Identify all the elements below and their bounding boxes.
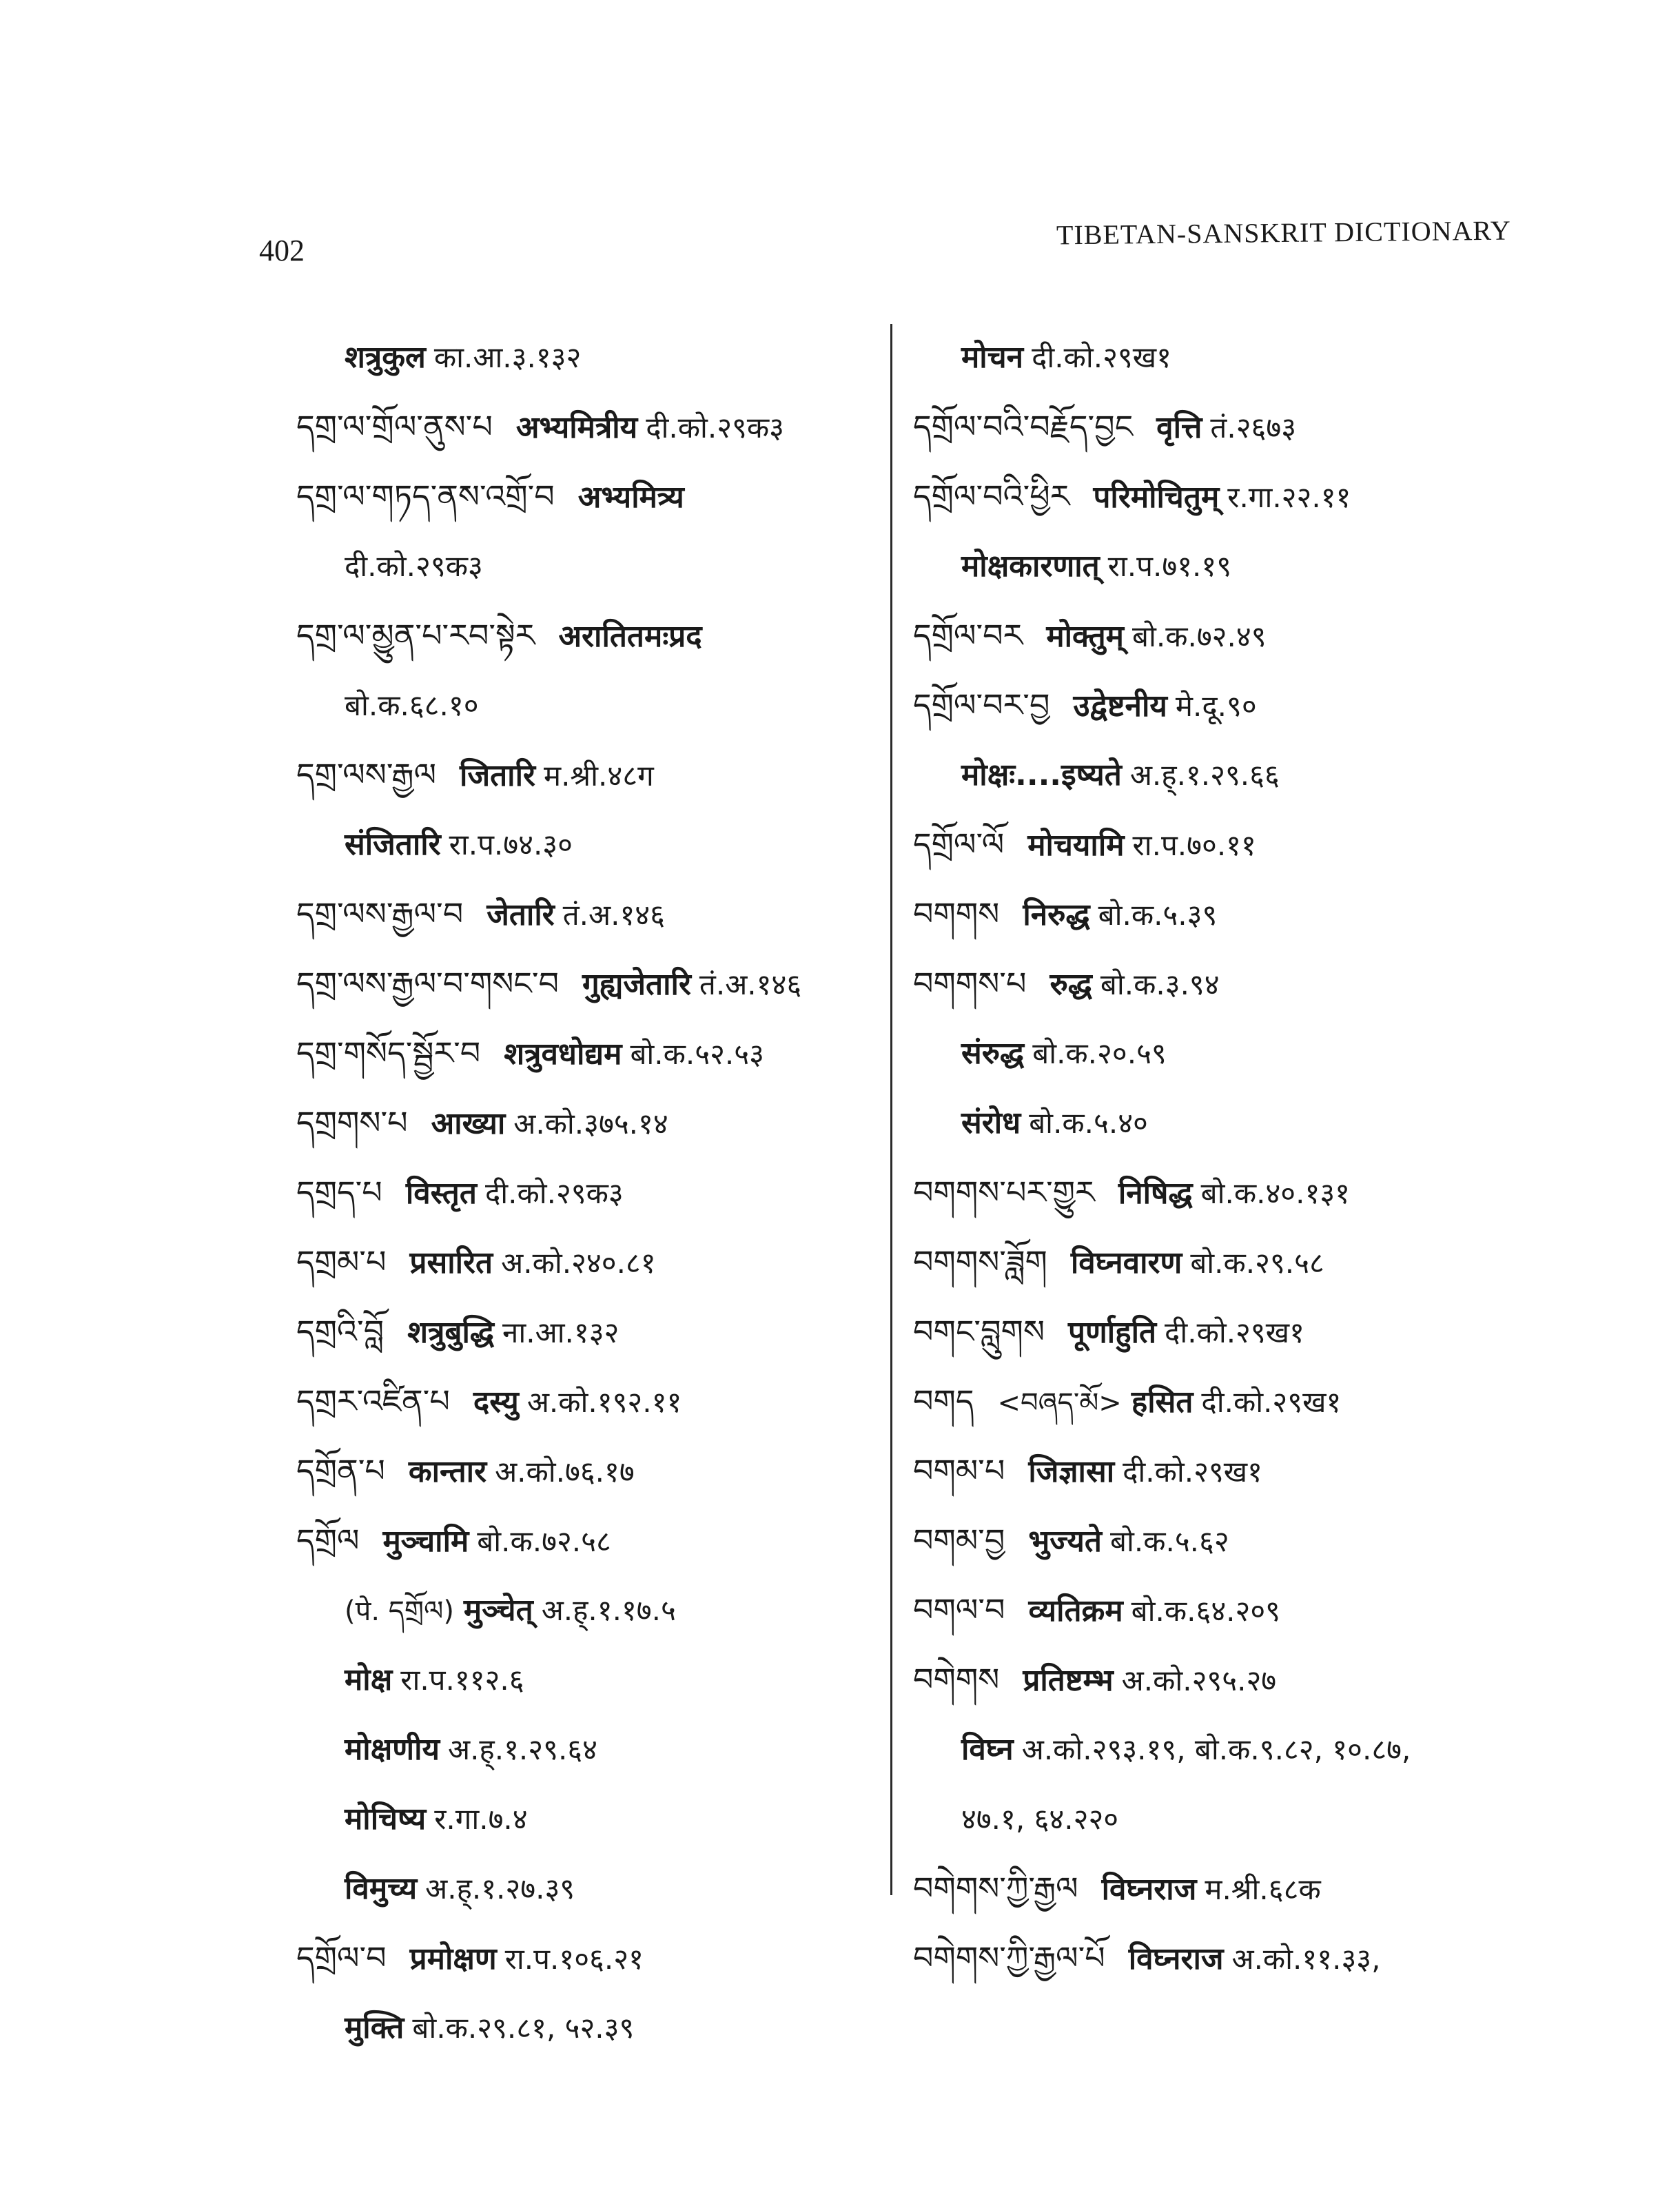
page-number: 402 [259,234,305,267]
sanskrit-equivalent: मोक्ष [345,1662,393,1697]
sanskrit-equivalent: व्यतिक्रम [1028,1593,1123,1628]
tibetan-headword: བགང་བླུགས [913,1313,1045,1350]
dictionary-entry [913,1088,1533,1158]
sanskrit-equivalent: विघ्न [961,1732,1014,1767]
sanskrit-equivalent: वृत्ति [1156,410,1202,445]
sanskrit-equivalent: विस्तृत [405,1176,477,1211]
source-reference: बो.क.४०.१३१ [1200,1176,1350,1210]
tibetan-headword: དགྲམ་པ [296,1243,387,1280]
dictionary-entry [913,1158,1533,1227]
tibetan-headword: བགད [913,1382,974,1420]
sanskrit-equivalent: विघ्नराज [1101,1872,1197,1907]
source-reference: ना.आ.१३२ [502,1316,619,1349]
sanskrit-equivalent: अभ्यमित्र्य [577,480,684,515]
dictionary-entry [913,1645,1533,1715]
dictionary-entry [296,323,882,392]
source-reference: रा.प.७०.११ [1132,828,1256,862]
dictionary-entry [913,1019,1533,1088]
sanskrit-equivalent: प्रसारित [409,1245,493,1280]
tibetan-headword: དགྲོལ་བ [296,1939,387,1976]
sanskrit-equivalent: जितारि [460,758,535,793]
dictionary-entry [296,1993,882,2063]
sanskrit-equivalent: विघ्नवारण [1070,1245,1182,1280]
sanskrit-equivalent: कान्तार [408,1454,487,1489]
source-reference: रा.प.११२.६ [400,1663,524,1697]
sanskrit-equivalent: मोक्षकारणात् [961,549,1100,584]
tibetan-headword: བགགས [913,895,1000,932]
dictionary-entry [913,323,1533,392]
source-reference: दी.को.२९ख१ [1123,1455,1263,1489]
source-reference: बो.क.५.४० [1029,1106,1148,1140]
dictionary-entry [296,1645,882,1715]
tibetan-headword: བགགས་པར་གྱུར [913,1174,1095,1211]
source-reference: तं.२६७३ [1210,411,1297,444]
sanskrit-equivalent: संजितारि [345,827,441,862]
source-reference: बो.क.६४.२०९ [1131,1594,1281,1628]
dictionary-entry [913,740,1533,810]
source-reference: अ.को.२४०.८१ [501,1246,656,1280]
source-reference: बो.क.३.९४ [1100,968,1220,1001]
sanskrit-equivalent: अभ्यमित्रीय [515,410,638,445]
source-reference: अ.को.७६.१७ [495,1455,635,1489]
source-reference: अ.ह्.१.२९.६६ [1129,758,1280,792]
dictionary-entry [913,1923,1533,1993]
sanskrit-equivalent: प्रतिष्टम्भ [1023,1663,1114,1698]
dictionary-entry [296,601,882,671]
tibetan-headword: བགགས་པ [913,965,1027,1002]
tibetan-headword: བགམ་པ [913,1452,1005,1489]
tibetan-headword: དགྲོན་པ [296,1452,385,1489]
dictionary-entry [913,1297,1533,1367]
dictionary-entry [913,1436,1533,1506]
tibetan-headword: དགྲོལ [296,1522,360,1559]
tibetan-headword: དགྲད་པ [296,1174,382,1211]
dictionary-entry [296,740,882,810]
sanskrit-equivalent: आख्या [431,1106,506,1141]
dictionary-entry [296,879,882,949]
dictionary-entry [296,949,882,1019]
dictionary-entry [296,1854,882,1923]
dictionary-entry [296,1297,882,1367]
left-column [296,323,882,2063]
tibetan-headword: བགམ་བྱ [913,1522,1005,1559]
source-reference: ४७.१, ६४.२२० [961,1802,1119,1836]
tibetan-headword: བགེགས [913,1661,1000,1698]
source-reference: दी.को.२९ख१ [1201,1385,1342,1419]
tibetan-headword: བགལ་བ [913,1591,1005,1628]
dictionary-entry [296,1923,882,1993]
sanskrit-equivalent: मोचिष्य [345,1801,427,1837]
tibetan-headword: དགྲ་ལས་རྒྱལ་བ་གསང་བ [296,965,559,1002]
source-reference: बो.क.७२.४९ [1132,620,1267,653]
dictionary-entry [913,949,1533,1019]
source-reference: र.गा.७.४ [434,1802,528,1836]
source-reference: तं.अ.१४६ [562,898,665,932]
dictionary-entry [296,1227,882,1297]
sanskrit-equivalent: संरुद्ध [961,1036,1025,1071]
column-divider [890,324,892,1895]
dictionary-entry [296,1088,882,1158]
sanskrit-equivalent: मुञ्चामि [382,1524,469,1559]
sanskrit-equivalent: विमुच्य [345,1871,418,1906]
sanskrit-equivalent: रुद्ध [1049,967,1092,1002]
source-reference: दी.को.२९ख१ [1032,340,1171,374]
sanskrit-equivalent: भुज्यते [1028,1524,1103,1559]
source-reference: दी.को.२९क३ [646,411,784,444]
dictionary-entry [296,1436,882,1506]
source-reference: दी.को.२९ख१ [1165,1316,1304,1349]
source-reference: बो.क.५.६२ [1110,1524,1229,1558]
source-reference: म.श्री.४८ग [543,759,654,793]
dictionary-entry [913,1784,1533,1854]
sanskrit-equivalent: मोक्षः....इष्यते [961,757,1122,793]
tibetan-headword: དགྲོལ་བའི་བརྗོད་བྱང [913,408,1134,445]
running-title: TIBETAN-SANSKRIT DICTIONARY [1056,214,1512,251]
source-reference: म.श्री.६८क [1205,1872,1321,1906]
dictionary-entry [296,671,882,740]
sanskrit-equivalent: संरोध [961,1105,1021,1141]
dictionary-entry [296,1784,882,1854]
source-reference: तं.अ.१४६ [699,968,802,1001]
dictionary-entry [913,601,1533,671]
source-reference: अ.ह्.१.२७.३९ [425,1872,575,1905]
dictionary-entry [296,1019,882,1088]
dictionary-entry [913,671,1533,740]
dictionary-entry [913,392,1533,462]
source-reference: अ.ह्.१.२९.६४ [447,1733,597,1766]
dictionary-entry [296,531,882,601]
sanskrit-equivalent: जेतारि [486,897,555,932]
tibetan-headword: དགྲ་ལས་རྒྱལ་བ [296,895,464,932]
sanskrit-equivalent: दस्यु [473,1384,519,1420]
source-reference: रा.प.७४.३० [449,828,573,861]
dictionary-entry [296,1715,882,1784]
tibetan-headword: དགྲ་ལ་གཏད་ནས་འགྲོ་བ [296,478,555,515]
source-reference: का.आ.३.१३२ [433,340,582,374]
dictionary-entry [913,810,1533,879]
dictionary-entry [913,1367,1533,1436]
sanskrit-equivalent: शत्रुकुल [345,340,426,375]
sanskrit-equivalent: मोचयामि [1027,828,1125,863]
dictionary-entry [296,1367,882,1436]
sanskrit-equivalent: जिज्ञासा [1028,1454,1115,1489]
sanskrit-equivalent: मोक्षणीय [345,1732,440,1767]
source-reference: बो.क.७२.५८ [477,1524,611,1558]
entry-note: (पे. དགྲོལ) [345,1595,454,1627]
source-reference: अ.को.२९५.२७ [1121,1664,1277,1697]
source-reference: बो.क.५.३९ [1098,898,1218,932]
tibetan-headword: དགྲ་ལས་རྒྱལ [296,756,437,793]
sanskrit-equivalent: परिमोचितुम् [1093,480,1220,515]
source-reference: रा.प.७१.१९ [1107,549,1232,583]
sanskrit-equivalent: उद्वेष्टनीय [1073,688,1167,724]
sanskrit-equivalent: गुह्यजेतारि [582,967,691,1002]
source-reference: बो.क.५२.५३ [630,1037,764,1071]
dictionary-entry [296,1506,882,1575]
source-reference: बो.क.२९.८१, ५२.३९ [412,2011,635,2045]
dictionary-entry [913,1506,1533,1575]
sanskrit-equivalent: शत्रुवधोद्यम [504,1036,622,1072]
sanskrit-equivalent: मुक्ति [345,2010,404,2045]
tibetan-headword: དགྲ་ལ་མྱུན་པ་རབ་སྟེར [296,617,535,654]
tibetan-headword: དགྲ་ལ་གྲོལ་ནུས་པ [296,408,493,445]
source-reference: अ.को.३७५.१४ [513,1107,668,1141]
source-reference: र.गा.२२.११ [1227,480,1351,514]
source-reference: बो.क.२०.५९ [1032,1036,1167,1070]
dictionary-entry [296,1158,882,1227]
dictionary-entry [913,1854,1533,1923]
sanskrit-equivalent: मोचन [961,340,1024,375]
source-reference: दी.को.२९क३ [484,1176,624,1210]
tibetan-headword: དགྲའི་བློ [296,1313,385,1350]
source-reference: अ.ह्.१.१७.५ [541,1593,676,1627]
source-reference: रा.प.१०६.२१ [504,1942,644,1976]
tibetan-headword: དགྲ་གསོད་སྦྱོར་བ [296,1034,481,1072]
dictionary-entry [296,462,882,531]
dictionary-entry [296,1575,882,1645]
dictionary-entry [296,810,882,879]
sanskrit-equivalent: मुञ्चेत् [463,1593,533,1628]
tibetan-headword: དགྲོལ་བར [913,617,1023,654]
right-column [913,323,1533,1993]
dictionary-entry [913,1575,1533,1645]
source-reference: अ.को.१९२.११ [526,1385,682,1419]
sanskrit-equivalent: हसित [1131,1384,1194,1420]
tibetan-headword: དགྲར་འཛིན་པ [296,1382,450,1420]
source-reference: अ.को.२९३.१९, बो.क.९.८२, १०.८७, [1021,1733,1411,1766]
source-reference: बो.क.६८.१० [345,688,479,722]
sanskrit-equivalent: प्रमोक्षण [409,1941,497,1976]
dictionary-entry [296,392,882,462]
sanskrit-equivalent: विघ्नराज [1128,1941,1224,1976]
dictionary-entry [913,531,1533,601]
sanskrit-equivalent: मोक्तुम् [1046,619,1124,654]
tibetan-headword: བགེགས་ཀྱི་རྒྱལ་པོ [913,1939,1105,1976]
source-reference: बो.क.२९.५८ [1190,1246,1324,1280]
source-reference: दी.को.२९क३ [345,549,483,583]
dictionary-entry [913,879,1533,949]
tibetan-headword: དགྲགས་པ [296,1104,408,1141]
tibetan-headword: དགྲོལ་བར་བྱ [913,686,1050,724]
sanskrit-equivalent: पूर्णाहुति [1068,1315,1157,1350]
entry-note: <བཞད་མོ> [997,1387,1122,1419]
source-reference: मे.दू.९० [1175,689,1257,723]
tibetan-headword: དགྲོལ་བའི་ཕྱིར [913,478,1070,515]
sanskrit-equivalent: शत्रुबुद्धि [407,1315,495,1350]
sanskrit-equivalent: अरातितमःप्रद [558,619,702,654]
dictionary-entry [913,1715,1533,1784]
sanskrit-equivalent: निरुद्ध [1023,897,1090,932]
tibetan-headword: བགགས་ཟློག [913,1243,1047,1280]
tibetan-headword: བགེགས་ཀྱི་རྒྱལ [913,1870,1078,1907]
sanskrit-equivalent: निषिद्ध [1118,1176,1193,1211]
dictionary-entry [913,462,1533,531]
dictionary-entry [913,1227,1533,1297]
source-reference: अ.को.११.३३, [1231,1942,1381,1976]
tibetan-headword: དགྲོལ་ལོ [913,826,1005,863]
